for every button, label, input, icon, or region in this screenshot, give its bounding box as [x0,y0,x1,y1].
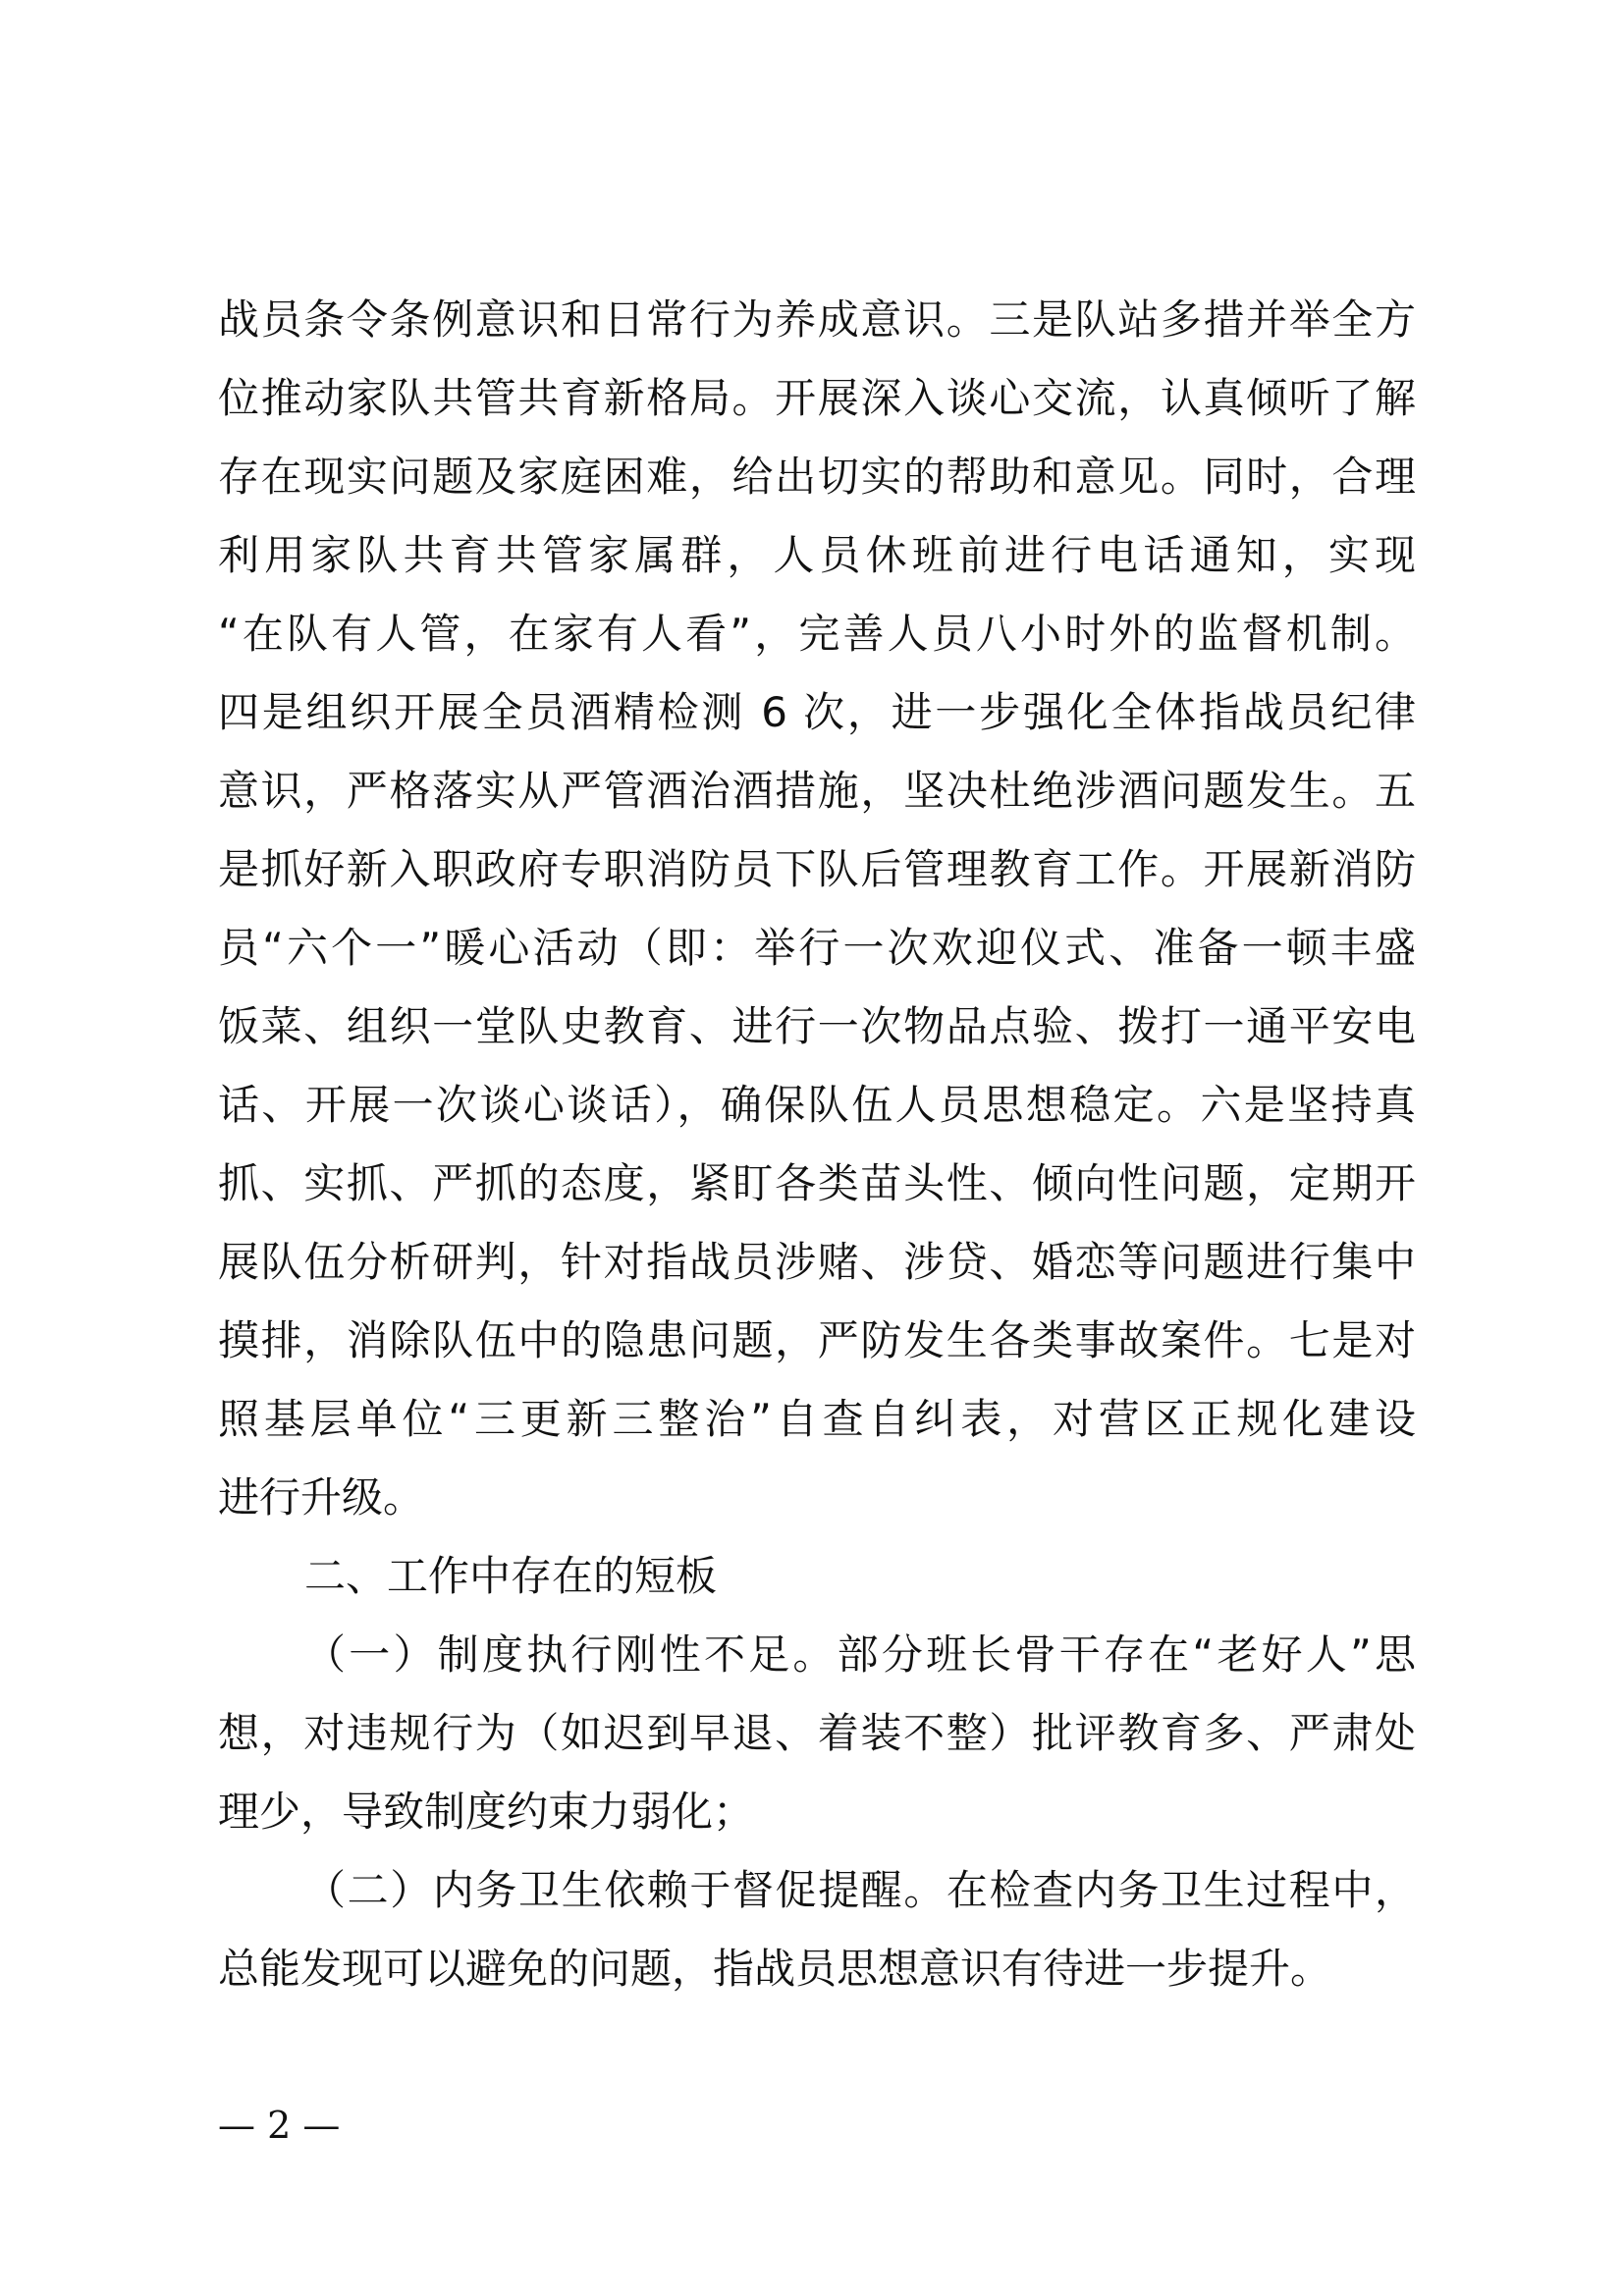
body-text-line: （一）制度执行刚性不足。部分班长骨干存在“老好人”思 [304,1630,1416,1679]
body-text-line: 理少，导致制度约束力弱化； [218,1788,755,1836]
body-text-line: 展队伍分析研判，针对指战员涉赌、涉贷、婚恋等问题进行集中 [218,1238,1416,1286]
section-heading: 二、工作中存在的短板 [304,1552,718,1600]
body-text-line: 想，对违规行为（如迟到早退、着装不整）批评教育多、严肃处 [218,1709,1416,1757]
body-text-line: 战员条令条例意识和日常行为养成意识。三是队站多措并举全方 [218,295,1416,344]
body-text-line: 位推动家队共管共育新格局。开展深入谈心交流，认真倾听了解 [218,374,1416,422]
body-text-line: （二）内务卫生依赖于督促提醒。在检查内务卫生过程中， [304,1866,1416,1914]
body-text-line: 抓、实抓、严抓的态度，紧盯各类苗头性、倾向性问题，定期开 [218,1159,1416,1207]
body-text-line: 存在现实问题及家庭困难，给出切实的帮助和意见。同时，合理 [218,453,1416,501]
body-text-line: 利用家队共育共管家属群，人员休班前进行电话通知，实现 [218,531,1416,579]
body-text-line: 四是组织开展全员酒精检测 6 次，进一步强化全体指战员纪律 [218,688,1416,736]
body-text-line: 总能发现可以避免的问题，指战员思想意识有待进一步提升。 [218,1945,1332,1993]
body-text-line: 意识，严格落实从严管酒治酒措施，坚决杜绝涉酒问题发生。五 [218,767,1416,815]
body-text-line: 是抓好新入职政府专职消防员下队后管理教育工作。开展新消防 [218,845,1416,893]
page-number: — 2 — [218,2104,341,2147]
body-text-line: 员“六个一”暖心活动（即：举行一次欢迎仪式、准备一顿丰盛 [218,924,1416,972]
body-text-line: 饭菜、组织一堂队史教育、进行一次物品点验、拨打一通平安电 [218,1002,1416,1050]
body-text-line: 照基层单位“三更新三整治”自查自纠表，对营区正规化建设 [218,1395,1416,1443]
body-text-line: “在队有人管，在家有人看”，完善人员八小时外的监督机制。 [218,610,1416,658]
body-text-line: 进行升级。 [218,1473,425,1522]
body-text-line: 摸排，消除队伍中的隐患问题，严防发生各类事故案件。七是对 [218,1316,1416,1364]
body-text-line: 话、开展一次谈心谈话），确保队伍人员思想稳定。六是坚持真 [218,1081,1416,1129]
